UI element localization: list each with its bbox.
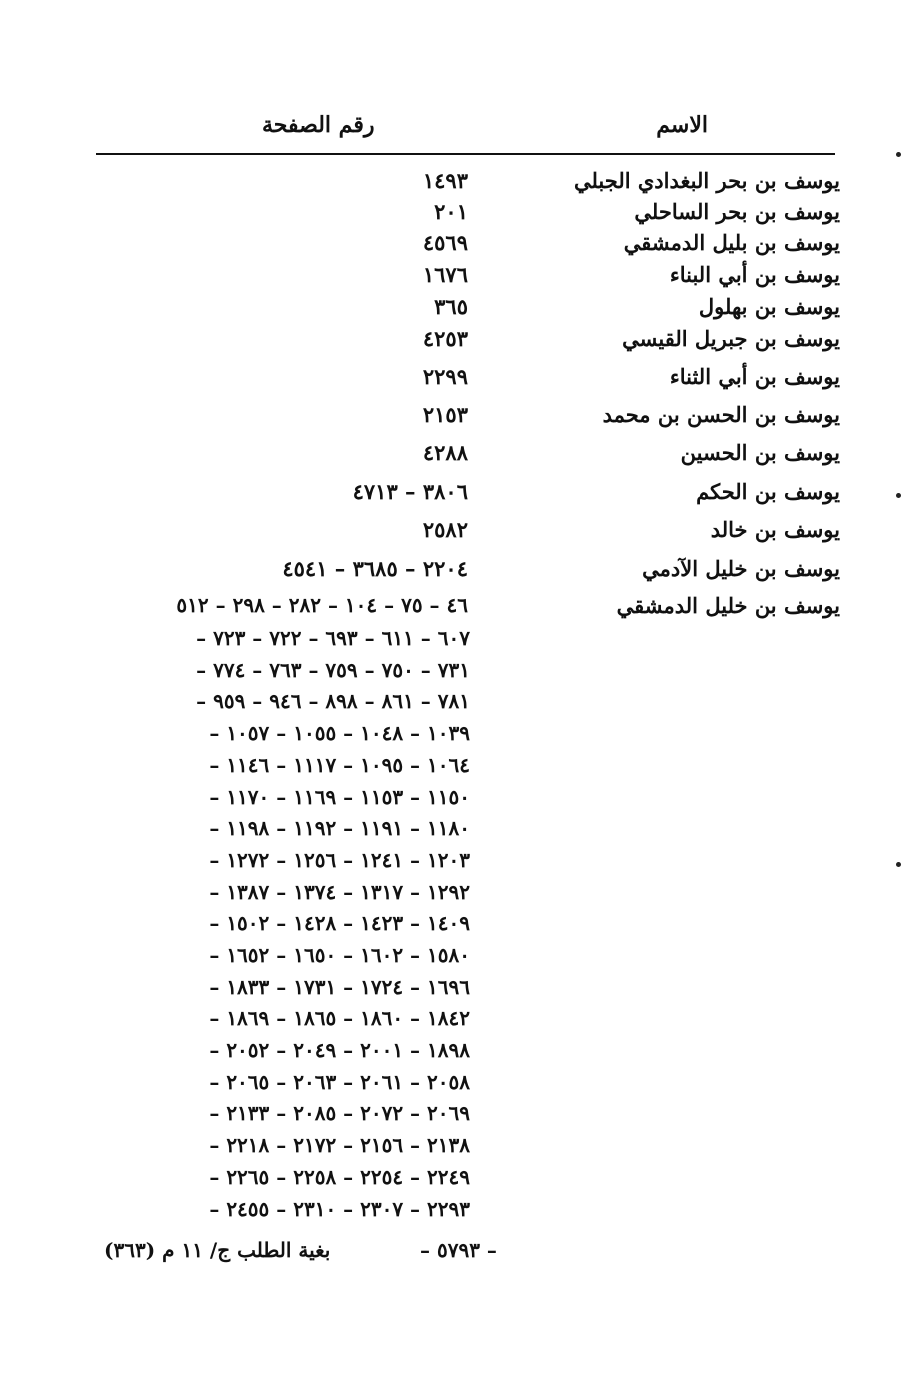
index-entry (96, 402, 840, 436)
continuation-line: ٢٢٩٣ – ٢٣٠٧ – ٢٣١٠ – ٢٤٥٥ – (209, 1197, 470, 1221)
continuation-line: ١٠٦٤ – ١٠٩٥ – ١١١٧ – ١١٤٦ – (209, 753, 470, 777)
continuation-line: ١٦٩٦ – ١٧٢٤ – ١٧٣١ – ١٨٣٣ – (209, 975, 470, 999)
name-column-header: الاسم (656, 112, 708, 138)
entry-name: يوسف بن خالد (710, 517, 840, 542)
entry-pages: ٢١٥٣ (422, 402, 468, 427)
entry-pages: ٢٠١ (434, 199, 468, 224)
entry-pages: ١٦٧٦ (422, 262, 468, 287)
continuation-line: ١٨٤٢ – ١٨٦٠ – ١٨٦٥ – ١٨٦٩ – (209, 1006, 470, 1030)
continuation-line: ١٤٠٩ – ١٤٢٣ – ١٤٢٨ – ١٥٠٢ – (209, 911, 470, 935)
continuation-line: ١٨٩٨ – ٢٠٠١ – ٢٠٤٩ – ٢٠٥٢ – (209, 1038, 470, 1062)
index-entry (96, 168, 840, 202)
index-entry (96, 364, 840, 398)
entry-pages: ٤٢٥٣ (422, 326, 468, 351)
header-rule (96, 153, 835, 155)
index-entry (96, 593, 840, 627)
entry-name: يوسف بن بحر الساحلي (634, 199, 840, 224)
book-reference: بغية الطلب ج/ ١١ م (٣٦٣) (104, 1238, 331, 1262)
continuation-line: ١٢٩٢ – ١٣١٧ – ١٣٧٤ – ١٣٨٧ – (209, 880, 470, 904)
entry-pages: ٤٦ – ٧٥ – ١٠٤ – ٢٨٢ – ٢٩٨ – ٥١٢ (176, 593, 468, 617)
entry-name: يوسف بن أبي الثناء (669, 364, 840, 389)
entry-name: يوسف بن جبريل القيسي (622, 326, 840, 351)
entry-name: يوسف بن الحكم (696, 479, 840, 504)
index-entry (96, 230, 840, 264)
continuation-line: ٢١٣٨ – ٢١٥٦ – ٢١٧٢ – ٢٢١٨ – (209, 1133, 470, 1157)
entry-pages: ١٤٩٣ (422, 168, 468, 193)
continuation-line: ١١٨٠ – ١١٩١ – ١١٩٢ – ١١٩٨ – (209, 816, 470, 840)
index-entry (96, 556, 840, 590)
entry-name: يوسف بن الحسين (680, 440, 840, 465)
index-entry (96, 326, 840, 360)
index-entry (96, 199, 840, 233)
index-entry (96, 262, 840, 296)
entry-name: يوسف بن أبي البناء (669, 262, 840, 287)
continuation-line: ١٢٠٣ – ١٢٤١ – ١٢٥٦ – ١٢٧٢ – (209, 848, 470, 872)
index-entry (96, 440, 840, 474)
entry-pages: ٢٢٠٤ – ٣٦٨٥ – ٤٥٤١ (282, 556, 468, 581)
continuation-line: ٧٨١ – ٨٦١ – ٨٩٨ – ٩٤٦ – ٩٥٩ – (196, 689, 470, 713)
margin-mark (896, 862, 901, 867)
entry-name: يوسف بن الحسن بن محمد (602, 402, 840, 427)
continuation-line: ٧٣١ – ٧٥٠ – ٧٥٩ – ٧٦٣ – ٧٧٤ – (196, 658, 470, 682)
margin-mark (896, 152, 901, 157)
entry-pages: ٢٥٨٢ (422, 517, 468, 542)
index-entry (96, 479, 840, 513)
page-number-column-header: رقم الصفحة (262, 112, 375, 138)
entry-name: يوسف بن بليل الدمشقي (623, 230, 840, 255)
entry-pages: ٤٥٦٩ (422, 230, 468, 255)
continuation-line: ٢٢٤٩ – ٢٢٥٤ – ٢٢٥٨ – ٢٢٦٥ – (209, 1165, 470, 1189)
index-entry (96, 517, 840, 551)
entry-pages: ٢٢٩٩ (422, 364, 468, 389)
entry-name: يوسف بن بحر البغدادي الجبلي (573, 168, 840, 193)
entry-pages: ٤٢٨٨ (422, 440, 468, 465)
continuation-line: ٢٠٥٨ – ٢٠٦١ – ٢٠٦٣ – ٢٠٦٥ – (209, 1070, 470, 1094)
continuation-line: ٢٠٦٩ – ٢٠٧٢ – ٢٠٨٥ – ٢١٣٣ – (209, 1101, 470, 1125)
index-entry (96, 294, 840, 328)
entry-name: يوسف بن خليل الدمشقي (616, 593, 840, 618)
continuation-line: ١١٥٠ – ١١٥٣ – ١١٦٩ – ١١٧٠ – (209, 785, 470, 809)
entry-pages: ٣٦٥ (434, 294, 468, 319)
continuation-line: ١٥٨٠ – ١٦٠٢ – ١٦٥٠ – ١٦٥٢ – (209, 943, 470, 967)
entry-name: يوسف بن خليل الآدمي (642, 556, 840, 581)
page-number: – ٥٧٩٣ – (420, 1238, 497, 1262)
entry-pages: ٣٨٠٦ – ٤٧١٣ (352, 479, 468, 504)
continuation-line: ١٠٣٩ – ١٠٤٨ – ١٠٥٥ – ١٠٥٧ – (209, 721, 470, 745)
continuation-line: ٦٠٧ – ٦١١ – ٦٩٣ – ٧٢٢ – ٧٢٣ – (196, 626, 470, 650)
margin-mark (896, 493, 901, 498)
entry-name: يوسف بن بهلول (698, 294, 840, 319)
